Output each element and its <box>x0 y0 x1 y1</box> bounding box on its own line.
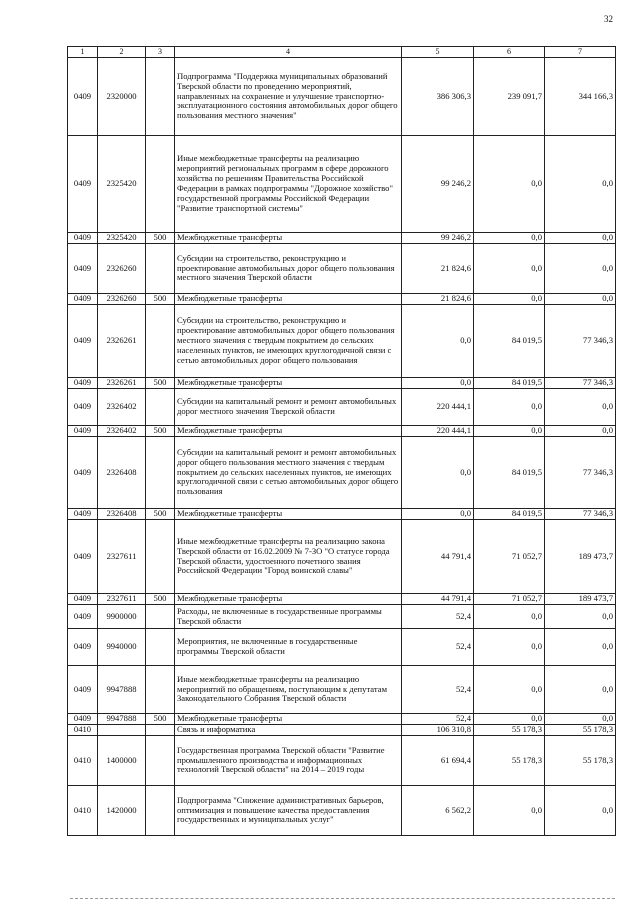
table-row <box>68 378 616 389</box>
target-code: 2325420 <box>98 233 146 244</box>
target-code: 2325420 <box>98 136 146 233</box>
amount-col7: 0,0 <box>545 786 616 836</box>
description: Субсидии на капитальный ремонт и ремонт автомобильных дорог местного значения Тверской области <box>175 389 402 426</box>
target-code: 9900000 <box>98 605 146 629</box>
table-row <box>68 629 616 666</box>
amount-col5: 0,0 <box>402 378 474 389</box>
expense-type <box>146 786 175 836</box>
amount-col6: 0,0 <box>474 136 545 233</box>
amount-col6: 0,0 <box>474 605 545 629</box>
amount-col6: 84 019,5 <box>474 437 545 509</box>
description: Межбюджетные трансферты <box>175 509 402 520</box>
table-row <box>68 786 616 836</box>
section-code: 0410 <box>68 736 98 786</box>
expense-type: 500 <box>146 509 175 520</box>
col-header-6: 6 <box>474 47 545 58</box>
section-code: 0409 <box>68 244 98 294</box>
expense-type <box>146 605 175 629</box>
description: Субсидии на капитальный ремонт и ремонт автомобильных дорог общего пользования местного значения с твердым покрытием до сельских населенных пунктов, не имеющих круглогодичной связи с сетью автомобильных дорог общего пользования <box>175 437 402 509</box>
amount-col6: 71 052,7 <box>474 520 545 594</box>
target-code: 2327611 <box>98 520 146 594</box>
table-row <box>68 594 616 605</box>
expense-type <box>146 437 175 509</box>
expense-type <box>146 736 175 786</box>
section-code: 0409 <box>68 666 98 714</box>
table-row <box>68 233 616 244</box>
page-number: 32 <box>604 14 613 24</box>
description: Подпрограмма "Снижение административных барьеров, оптимизация и повышение качества предоставления государственных и муниципальных услуг" <box>175 786 402 836</box>
expense-type <box>146 305 175 378</box>
expense-type <box>146 58 175 136</box>
amount-col6: 0,0 <box>474 786 545 836</box>
target-code: 2326408 <box>98 509 146 520</box>
amount-col5: 99 246,2 <box>402 233 474 244</box>
table-row <box>68 520 616 594</box>
amount-col6: 239 091,7 <box>474 58 545 136</box>
expense-type: 500 <box>146 378 175 389</box>
description: Субсидии на строительство, реконструкцию и проектирование автомобильных дорог общего пользования местного значения Тверской области <box>175 244 402 294</box>
amount-col7: 189 473,7 <box>545 520 616 594</box>
amount-col5: 52,4 <box>402 629 474 666</box>
expense-type <box>146 629 175 666</box>
target-code: 2327611 <box>98 594 146 605</box>
table-row <box>68 305 616 378</box>
expense-type <box>146 666 175 714</box>
table-row <box>68 437 616 509</box>
description: Связь и информатика <box>175 725 402 736</box>
amount-col6: 0,0 <box>474 426 545 437</box>
expense-type <box>146 136 175 233</box>
amount-col5: 99 246,2 <box>402 136 474 233</box>
target-code: 2326260 <box>98 244 146 294</box>
amount-col7: 344 166,3 <box>545 58 616 136</box>
target-code: 9947888 <box>98 714 146 725</box>
section-code: 0409 <box>68 294 98 305</box>
expense-type <box>146 725 175 736</box>
description: Межбюджетные трансферты <box>175 294 402 305</box>
expense-type: 500 <box>146 714 175 725</box>
amount-col6: 0,0 <box>474 629 545 666</box>
amount-col5: 106 310,8 <box>402 725 474 736</box>
amount-col7: 0,0 <box>545 389 616 426</box>
amount-col7: 0,0 <box>545 714 616 725</box>
amount-col5: 0,0 <box>402 437 474 509</box>
header-row <box>68 47 616 58</box>
target-code: 1400000 <box>98 736 146 786</box>
section-code: 0409 <box>68 629 98 666</box>
section-code: 0409 <box>68 714 98 725</box>
table-row <box>68 136 616 233</box>
description: Межбюджетные трансферты <box>175 426 402 437</box>
expense-type: 500 <box>146 426 175 437</box>
scan-edge-divider <box>70 898 615 900</box>
amount-col6: 0,0 <box>474 244 545 294</box>
section-code: 0409 <box>68 389 98 426</box>
expense-type: 500 <box>146 294 175 305</box>
table-row <box>68 736 616 786</box>
amount-col7: 0,0 <box>545 629 616 666</box>
amount-col7: 77 346,3 <box>545 437 616 509</box>
description: Иные межбюджетные трансферты на реализацию мероприятий региональных программ в сфере дорожного хозяйства по решениям Правительства Российской Федерации в рамках подпрограммы "Дорожное хозяйство" государственной программы Российской Федерации "Развитие транспортной системы" <box>175 136 402 233</box>
description: Иные межбюджетные трансферты на реализацию мероприятий по обращениям, поступающим к депутатам Законодательного Собрания Тверской области <box>175 666 402 714</box>
table-row <box>68 294 616 305</box>
amount-col6: 0,0 <box>474 233 545 244</box>
col-header-4: 4 <box>175 47 402 58</box>
table-row <box>68 725 616 736</box>
description: Подпрограмма "Поддержка муниципальных образований Тверской области по проведению мероприятий, направленных на сохранение и улучшение транспортно-эксплуатационного состояния автомобильных дорог общего пользования местного значения" <box>175 58 402 136</box>
amount-col7: 0,0 <box>545 233 616 244</box>
amount-col6: 84 019,5 <box>474 305 545 378</box>
amount-col7: 77 346,3 <box>545 378 616 389</box>
table-row <box>68 244 616 294</box>
amount-col6: 55 178,3 <box>474 725 545 736</box>
section-code: 0409 <box>68 520 98 594</box>
table-row <box>68 389 616 426</box>
target-code <box>98 725 146 736</box>
target-code: 2326260 <box>98 294 146 305</box>
amount-col6: 84 019,5 <box>474 378 545 389</box>
target-code: 2326402 <box>98 426 146 437</box>
amount-col7: 77 346,3 <box>545 305 616 378</box>
amount-col5: 220 444,1 <box>402 426 474 437</box>
col-header-1: 1 <box>68 47 98 58</box>
amount-col7: 0,0 <box>545 244 616 294</box>
target-code: 2326261 <box>98 305 146 378</box>
section-code: 0409 <box>68 378 98 389</box>
table-row <box>68 666 616 714</box>
table-row <box>68 58 616 136</box>
description: Субсидии на строительство, реконструкцию и проектирование автомобильных дорог общего пользования местного значения с твердым покрытием до сельских населенных пунктов, не имеющих круглогодичной связи с сетью автомобильных дорог общего пользования <box>175 305 402 378</box>
amount-col7: 55 178,3 <box>545 725 616 736</box>
amount-col5: 52,4 <box>402 666 474 714</box>
section-code: 0409 <box>68 605 98 629</box>
description: Мероприятия, не включенные в государственные программы Тверской области <box>175 629 402 666</box>
expense-type: 500 <box>146 594 175 605</box>
description: Расходы, не включенные в государственные программы Тверской области <box>175 605 402 629</box>
amount-col7: 0,0 <box>545 426 616 437</box>
amount-col7: 77 346,3 <box>545 509 616 520</box>
amount-col7: 0,0 <box>545 294 616 305</box>
expense-type: 500 <box>146 233 175 244</box>
description: Межбюджетные трансферты <box>175 378 402 389</box>
table-row <box>68 509 616 520</box>
col-header-3: 3 <box>146 47 175 58</box>
amount-col5: 21 824,6 <box>402 244 474 294</box>
amount-col7: 55 178,3 <box>545 736 616 786</box>
description: Межбюджетные трансферты <box>175 714 402 725</box>
amount-col6: 0,0 <box>474 389 545 426</box>
amount-col7: 0,0 <box>545 136 616 233</box>
amount-col6: 0,0 <box>474 714 545 725</box>
amount-col5: 44 791,4 <box>402 520 474 594</box>
target-code: 2326408 <box>98 437 146 509</box>
amount-col6: 84 019,5 <box>474 509 545 520</box>
description: Межбюджетные трансферты <box>175 594 402 605</box>
amount-col7: 189 473,7 <box>545 594 616 605</box>
target-code: 2320000 <box>98 58 146 136</box>
amount-col6: 0,0 <box>474 666 545 714</box>
section-code: 0409 <box>68 426 98 437</box>
amount-col5: 52,4 <box>402 714 474 725</box>
amount-col5: 220 444,1 <box>402 389 474 426</box>
amount-col5: 52,4 <box>402 605 474 629</box>
description: Межбюджетные трансферты <box>175 233 402 244</box>
description: Государственная программа Тверской области "Развитие промышленного производства и информационных технологий Тверской области" на 2014 – 2019 годы <box>175 736 402 786</box>
section-code: 0410 <box>68 786 98 836</box>
table-row <box>68 426 616 437</box>
section-code: 0409 <box>68 305 98 378</box>
amount-col5: 0,0 <box>402 305 474 378</box>
amount-col6: 71 052,7 <box>474 594 545 605</box>
col-header-2: 2 <box>98 47 146 58</box>
table-row <box>68 605 616 629</box>
section-code: 0409 <box>68 233 98 244</box>
amount-col5: 44 791,4 <box>402 594 474 605</box>
target-code: 2326261 <box>98 378 146 389</box>
expense-type <box>146 520 175 594</box>
target-code: 1420000 <box>98 786 146 836</box>
section-code: 0410 <box>68 725 98 736</box>
target-code: 9947888 <box>98 666 146 714</box>
table-row <box>68 714 616 725</box>
amount-col5: 21 824,6 <box>402 294 474 305</box>
target-code: 9940000 <box>98 629 146 666</box>
section-code: 0409 <box>68 136 98 233</box>
amount-col5: 61 694,4 <box>402 736 474 786</box>
amount-col6: 0,0 <box>474 294 545 305</box>
expense-type <box>146 389 175 426</box>
section-code: 0409 <box>68 594 98 605</box>
amount-col7: 0,0 <box>545 666 616 714</box>
section-code: 0409 <box>68 58 98 136</box>
section-code: 0409 <box>68 509 98 520</box>
target-code: 2326402 <box>98 389 146 426</box>
description: Иные межбюджетные трансферты на реализацию закона Тверской области от 16.02.2009 № 7-ЗО "О статусе города Тверской области, удостоенного почетного звания Российской Федерации "Город воинской славы" <box>175 520 402 594</box>
amount-col6: 55 178,3 <box>474 736 545 786</box>
budget-table <box>67 46 616 836</box>
col-header-7: 7 <box>545 47 616 58</box>
amount-col5: 0,0 <box>402 509 474 520</box>
amount-col5: 6 562,2 <box>402 786 474 836</box>
col-header-5: 5 <box>402 47 474 58</box>
expense-type <box>146 244 175 294</box>
amount-col5: 386 306,3 <box>402 58 474 136</box>
amount-col7: 0,0 <box>545 605 616 629</box>
section-code: 0409 <box>68 437 98 509</box>
